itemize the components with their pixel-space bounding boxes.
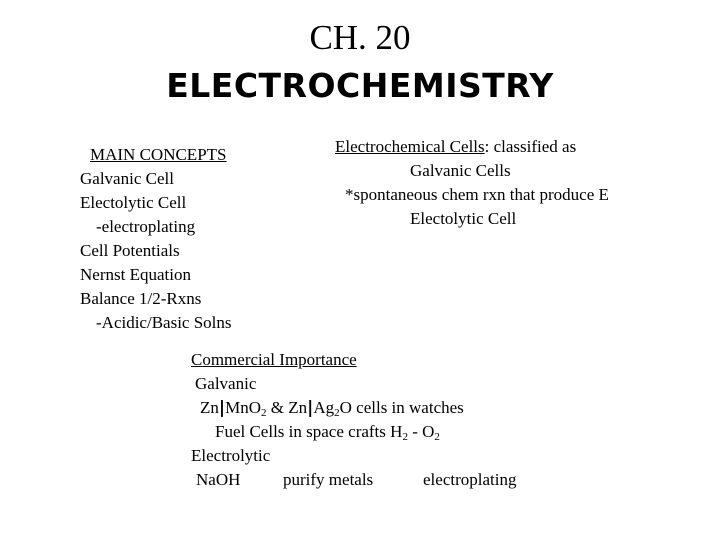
formula-ag: Ag bbox=[313, 398, 335, 417]
concept-item: -Acidic/Basic Solns bbox=[96, 313, 232, 332]
cell-separator: | bbox=[307, 398, 314, 418]
use-electroplating: electroplating bbox=[423, 470, 517, 489]
subscript: 2 bbox=[434, 431, 440, 443]
classified-as-text: : classified as bbox=[484, 137, 577, 156]
fuel-cells-text: Fuel Cells in space crafts H bbox=[215, 422, 403, 441]
formula-mno: MnO bbox=[225, 398, 262, 417]
cell-separator: | bbox=[218, 398, 226, 418]
main-concepts-heading: MAIN CONCEPTS bbox=[90, 145, 227, 164]
electrochemical-cells-line bbox=[335, 135, 576, 159]
formula-zn: Zn bbox=[200, 398, 219, 417]
use-purify-metals: purify metals bbox=[283, 470, 374, 489]
commercial-importance-heading: Commercial Importance bbox=[191, 350, 357, 369]
formula-o: O bbox=[339, 398, 352, 417]
use-naoh: NaOH bbox=[196, 470, 241, 489]
concept-item: Electolytic Cell bbox=[80, 193, 187, 212]
title-topic: ELECTROCHEMISTRY bbox=[166, 66, 554, 105]
commercial-electrolytic-label: Electrolytic bbox=[191, 446, 271, 465]
concept-item: Galvanic Cell bbox=[80, 169, 174, 188]
commercial-galvanic-label: Galvanic bbox=[195, 374, 257, 393]
electrochemical-cells-heading: Electrochemical Cells bbox=[335, 137, 485, 156]
concept-item: Balance 1/2-Rxns bbox=[80, 289, 202, 308]
watch-cells-text: cells in watches bbox=[356, 398, 464, 417]
fuel-o-text: - O bbox=[407, 422, 435, 441]
fuel-cells-line bbox=[215, 420, 440, 444]
concept-item: Cell Potentials bbox=[80, 241, 180, 260]
subscript: 2 bbox=[334, 407, 340, 419]
formula-amp-zn: & Zn bbox=[270, 398, 308, 417]
electolytic-cell-label: Electolytic Cell bbox=[410, 209, 517, 228]
title-chapter: CH. 20 bbox=[309, 18, 411, 57]
galvanic-cells-label: Galvanic Cells bbox=[410, 161, 511, 180]
watch-cells-line bbox=[200, 396, 464, 420]
concept-item: Nernst Equation bbox=[80, 265, 191, 284]
concept-item: -electroplating bbox=[96, 217, 196, 236]
subscript: 2 bbox=[261, 407, 267, 419]
galvanic-note: *spontaneous chem rxn that produce E bbox=[345, 185, 609, 204]
subscript: 2 bbox=[402, 431, 408, 443]
